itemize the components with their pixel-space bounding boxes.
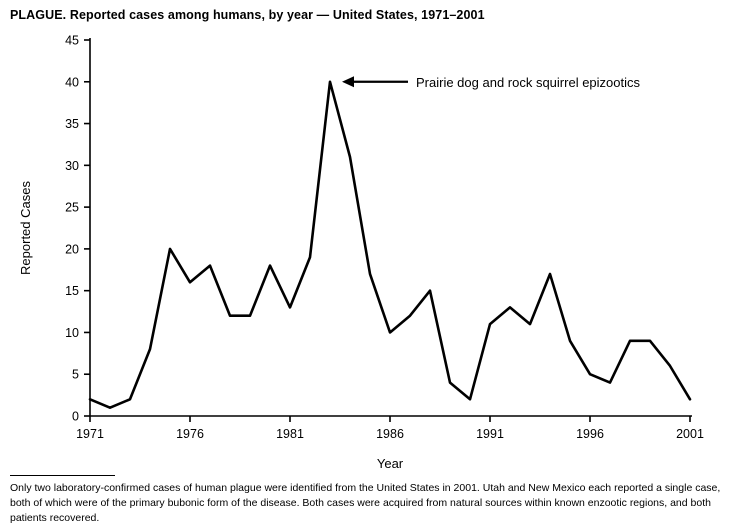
data-series-line [90, 82, 690, 408]
plague-line-chart [0, 28, 749, 468]
y-tick-label: 30 [65, 158, 79, 173]
x-tick-label: 1976 [176, 427, 204, 441]
x-tick-label: 2001 [676, 427, 704, 441]
y-tick-label: 20 [65, 242, 79, 257]
y-tick-label: 15 [65, 284, 79, 299]
y-tick-label: 10 [65, 325, 79, 340]
footnote-text: Only two laboratory-confirmed cases of human plague were identified from the United States in 2001. Utah and New Mexico each reported a single case, both of which were of the primary bubonic form of the disease. Both cases were acquired from natural sources within known enzootic regions, and both patients recovered. [10, 482, 721, 525]
annotation-arrow-head [342, 76, 354, 87]
y-tick-label: 0 [72, 409, 79, 424]
chart-plot-area [0, 28, 749, 468]
footnote-block [10, 475, 735, 527]
x-tick-label: 1981 [276, 427, 304, 441]
annotation-label: Prairie dog and rock squirrel epizootics [416, 74, 640, 90]
x-tick-label: 1971 [76, 427, 104, 441]
y-tick-label: 25 [65, 200, 79, 215]
y-axis-title: Reported Cases [18, 181, 33, 275]
y-tick-label: 35 [65, 117, 79, 132]
x-axis-title: Year [376, 456, 404, 468]
x-tick-label: 1991 [476, 427, 504, 441]
y-tick-label: 5 [72, 367, 79, 382]
y-tick-label: 45 [65, 33, 79, 48]
x-tick-label: 1986 [376, 427, 404, 441]
footnote-divider [10, 475, 115, 476]
x-tick-label: 1996 [576, 427, 604, 441]
page-title: PLAGUE. Reported cases among humans, by year — United States, 1971–2001 [10, 8, 485, 22]
y-tick-label: 40 [65, 75, 79, 90]
